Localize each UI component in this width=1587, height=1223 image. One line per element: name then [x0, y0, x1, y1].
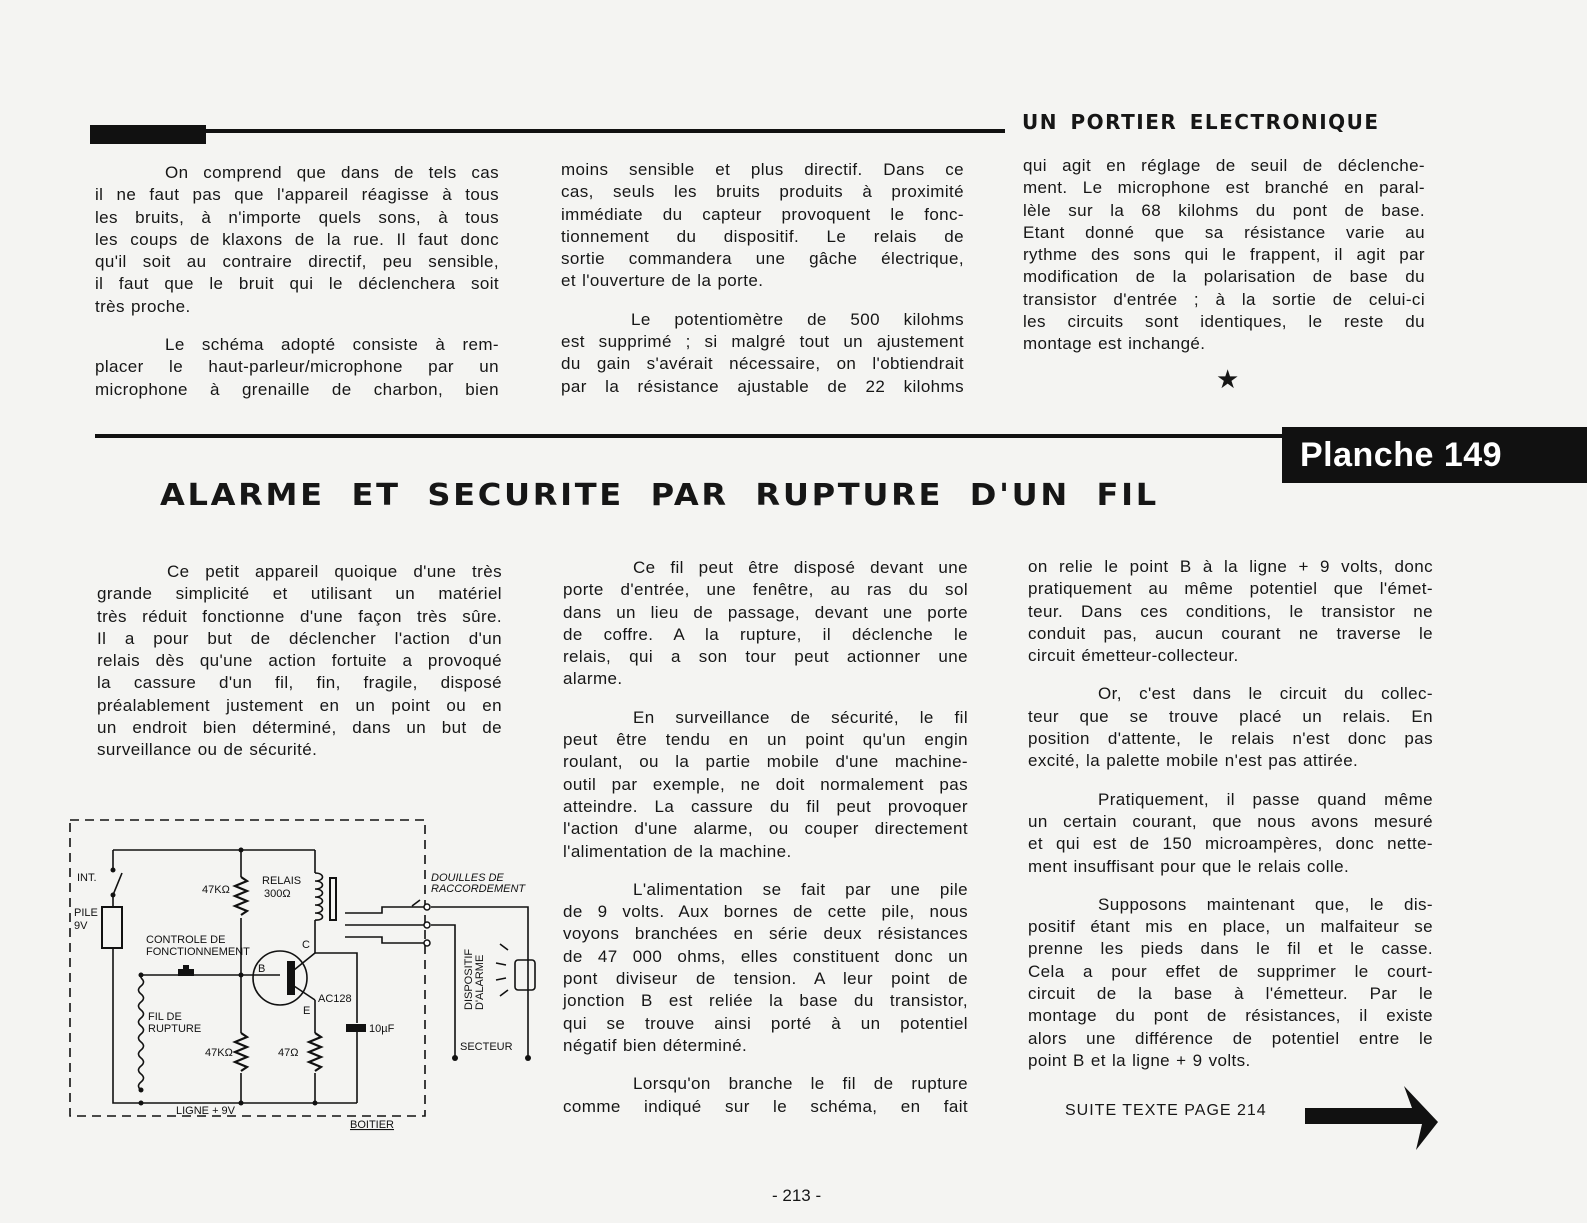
- text-line: teur que se trouve placé un relais. En: [1028, 706, 1433, 726]
- text-line: moins sensible et plus directif. Dans ce: [561, 160, 964, 179]
- battery-icon: [102, 907, 122, 948]
- label-fil-2: RUPTURE: [148, 1023, 202, 1035]
- text-line: les coups de klaxons de la rue. Il faut donc: [95, 229, 499, 249]
- text-line: Lorsqu'on branche le fil de rupture: [633, 1074, 968, 1094]
- text-line: circuit de la base à l'émetteur. Par le: [1028, 984, 1433, 1004]
- text-line: Supposons maintenant que, le dis-: [1098, 894, 1433, 914]
- continued-note: SUITE TEXTE PAGE 214: [1065, 1102, 1267, 1119]
- text-line: du gain s'avérait nécessaire, on l'obtiendrait: [561, 354, 964, 374]
- text-line: position d'attente, le relais n'est donc pas: [1028, 729, 1433, 749]
- text-line: montage est inchangé.: [1023, 334, 1206, 354]
- label-ligne: LIGNE + 9V: [176, 1105, 236, 1117]
- label-boitier: BOITIER: [350, 1119, 395, 1131]
- alarm-lamp: [515, 960, 535, 990]
- text-line: les circuits sont identiques, le reste du: [1023, 312, 1425, 332]
- text-line: sortie commandera une gâche électrique,: [561, 249, 964, 269]
- text-line: il ne faut pas que l'appareil réagisse à tous: [95, 185, 499, 205]
- text-line: très proche.: [95, 296, 191, 316]
- text-line: alarme.: [563, 669, 623, 689]
- text-line: grande simplicité et utilisant un matériel: [97, 584, 502, 604]
- text-line: point B et la ligne + 9 volts.: [1028, 1050, 1251, 1070]
- text-line: voyons branchées en série deux résistances: [563, 924, 968, 944]
- text-line: de coffre. A la rupture, il déclenche le: [563, 624, 968, 644]
- alarm-rays: [496, 944, 508, 996]
- text-line: Le schéma adopté consiste à rem-: [165, 335, 499, 355]
- text-line: microphone à grenaille de charbon, bien: [95, 379, 499, 399]
- text-line: Ce fil peut être disposé devant une: [633, 558, 968, 577]
- text-line: de 47 000 ohms, elles constituent donc un: [563, 946, 968, 966]
- text-line: l'action d'une alarme, ou couper directement: [563, 819, 968, 839]
- text-line: excité, la palette mobile n'est pas attirée.: [1028, 751, 1359, 771]
- text-line: montage du pont de résistances, il existe: [1028, 1006, 1433, 1026]
- text-line: Le potentiomètre de 500 kilohms: [631, 309, 964, 329]
- label-relais: RELAIS: [262, 875, 302, 887]
- text-line: outil par exemple, ne doit normalement pas: [563, 774, 968, 794]
- text-line: peut être tendu en un point qu'un engin: [563, 730, 968, 750]
- planche-label: Planche 149: [1282, 427, 1587, 483]
- label-b: B: [258, 963, 266, 975]
- douilles-arrow: [412, 900, 420, 906]
- transistor-ac128: [253, 951, 307, 1005]
- text-line: modification de la polarisation de base du: [1023, 267, 1425, 287]
- text-line: lèle sur la 68 kilohms du pont de base.: [1023, 200, 1425, 220]
- text-line: un certain courant, que nous avons mesuré: [1028, 811, 1433, 831]
- text-line: relais dès qu'une action fortuite a provoqué: [97, 651, 502, 671]
- text-line: On comprend que dans de tels cas: [165, 163, 499, 182]
- label-controle-2: FONCTIONNEMENT: [146, 946, 250, 958]
- text-line: Il a pour but de déclencher l'action d'un: [97, 628, 502, 648]
- text-line: par la résistance ajustable de 22 kilohms: [561, 376, 964, 396]
- label-douilles-1: DOUILLES DE: [431, 872, 504, 884]
- label-r2: 47KΩ: [205, 1047, 233, 1059]
- label-douilles-2: RACCORDEMENT: [431, 883, 526, 895]
- resistor-47-emitter: [309, 1033, 321, 1071]
- text-line: surveillance ou de sécurité.: [97, 740, 318, 760]
- text-line: et qui est de 150 microampères, donc nette-: [1028, 834, 1433, 854]
- text-line: teur. Dans ces conditions, le transistor ne: [1028, 601, 1433, 621]
- text-line: atteindre. La cassure du fil peut provoquer: [563, 796, 968, 816]
- switch-int: [113, 873, 122, 895]
- text-line: L'alimentation se fait par une pile: [633, 879, 968, 899]
- label-capacitor: 10µF: [369, 1023, 395, 1035]
- text-line: ment. Le microphone est branché en paral-: [1023, 178, 1425, 198]
- text-line: la cassure d'un fil, fin, fragile, disposé: [97, 673, 502, 693]
- text-line: il faut que le bruit qui le déclenchera soit: [95, 274, 499, 294]
- fil-rupture-wire: [139, 978, 144, 1090]
- label-e: E: [303, 1005, 311, 1017]
- text-line: comme indiqué sur le schéma, en fait: [563, 1096, 968, 1116]
- resistor-47k-bottom: [235, 1033, 247, 1071]
- continue-arrow-icon: [1300, 1082, 1445, 1154]
- text-line: pont diviseur de tension. A leur point de: [563, 969, 968, 989]
- text-line: roulant, ou la partie mobile d'une machine-: [563, 752, 968, 772]
- transistor-leads: [294, 953, 315, 1000]
- text-line: placer le haut-parleur/microphone par un: [95, 357, 499, 377]
- label-pile-voltage: 9V: [74, 920, 88, 932]
- text-line: positif étant mis en place, un malfaiteur se: [1028, 917, 1433, 937]
- text-line: cas, seuls les bruits produits à proximité: [561, 182, 964, 202]
- capacitor-10uf: [346, 1024, 366, 1032]
- label-int: INT.: [77, 872, 97, 884]
- label-r1: 47KΩ: [202, 884, 230, 896]
- page-number: - 213 -: [772, 1186, 822, 1205]
- text-line: Ce petit appareil quoique d'une très: [167, 562, 502, 581]
- relay-core: [330, 878, 336, 920]
- text-line: Cela a pour effet de supprimer le court-: [1028, 961, 1433, 981]
- text-line: circuit émetteur-collecteur.: [1028, 646, 1239, 666]
- text-line: jonction B est reliée la base du transistor,: [563, 991, 968, 1011]
- label-transistor: AC128: [318, 993, 352, 1005]
- text-line: qui se trouve ainsi porté à un potentiel: [563, 1013, 968, 1033]
- text-line: prenne les pieds dans le fil et le casse.: [1028, 939, 1433, 959]
- label-r3: 47Ω: [278, 1047, 299, 1059]
- label-c: C: [302, 939, 310, 951]
- text-line: porte d'entrée, une fenêtre, au ras du sol: [563, 580, 968, 600]
- text-line: alors une différence de potentiel entre le: [1028, 1028, 1433, 1048]
- text-line: qu'il soit au contraire directif, peu sensible,: [95, 252, 499, 272]
- text-line: de 9 volts. Aux bornes de cette pile, nous: [563, 902, 968, 922]
- text-line: Or, c'est dans le circuit du collec-: [1098, 684, 1433, 704]
- text-line: l'alimentation de la machine.: [563, 841, 792, 861]
- section-title: UN PORTIER ELECTRONIQUE: [1022, 110, 1380, 134]
- text-line: dans un lieu de passage, devant une porte: [563, 602, 968, 622]
- boitier-outline: [70, 820, 425, 1116]
- label-controle-1: CONTROLE DE: [146, 934, 226, 946]
- text-line: pratiquement au même potentiel que l'émet-: [1028, 579, 1433, 599]
- end-star: ★: [1216, 364, 1240, 394]
- text-line: très réduit fonctionne d'une façon très sûre.: [97, 606, 502, 626]
- label-alarme-1: DISPOSITIF: [463, 948, 475, 1010]
- label-secteur: SECTEUR: [460, 1041, 513, 1053]
- text-line: Pratiquement, il passe quand même: [1098, 789, 1433, 809]
- text-line: tionnement du dispositif. Le relais de: [561, 226, 964, 246]
- text-line: immédiate du capteur provoquent le fonc-: [561, 204, 964, 224]
- text-line: négatif bien déterminé.: [563, 1035, 748, 1055]
- label-alarme-2: D'ALARME: [474, 954, 486, 1010]
- text-line: ment insuffisant pour que le relais colle.: [1028, 856, 1350, 876]
- text-line: transistor d'entrée ; à la sortie de celui-ci: [1023, 289, 1425, 309]
- text-line: préalablement justement en un point ou en: [97, 695, 502, 715]
- text-line: rythme des sons qui le frappent, il agit par: [1023, 245, 1425, 265]
- label-fil-1: FIL DE: [148, 1011, 182, 1023]
- text-line: et l'ouverture de la porte.: [561, 271, 764, 291]
- text-line: relais, qui a son tour peut actionner une: [563, 647, 968, 667]
- text-line: les bruits, à n'importe quels sons, à tous: [95, 207, 499, 227]
- text-line: un endroit bien déterminé, dans un but de: [97, 718, 502, 738]
- relay-coil: [315, 873, 323, 920]
- label-pile: PILE: [74, 907, 98, 919]
- text-line: on relie le point B à la ligne + 9 volts, donc: [1028, 557, 1433, 576]
- resistor-47k-top: [235, 877, 247, 915]
- text-line: Etant donné que sa résistance varie au: [1023, 222, 1425, 242]
- text-line: est supprimé ; si malgré tout un ajustement: [561, 332, 964, 352]
- text-line: En surveillance de sécurité, le fil: [633, 707, 968, 727]
- text-line: qui agit en réglage de seuil de déclenche-: [1023, 156, 1425, 175]
- article-title: ALARME ET SECURITE PAR RUPTURE D'UN FIL: [160, 478, 1159, 513]
- text-line: conduit pas, aucun courant ne traverse le: [1028, 623, 1433, 643]
- label-relais-resistance: 300Ω: [264, 888, 291, 900]
